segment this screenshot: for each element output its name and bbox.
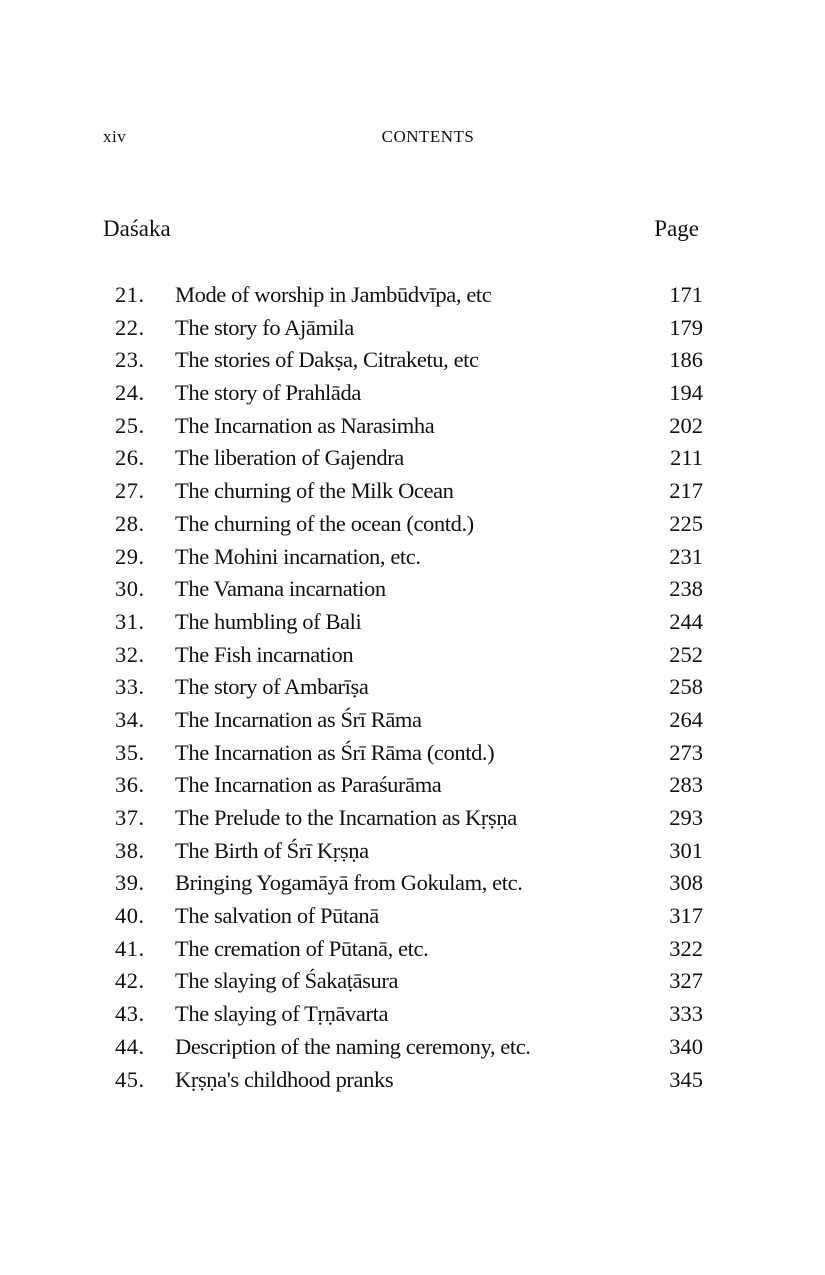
entry-title: The slaying of Śakaṭāsura — [175, 968, 399, 994]
contents-entry — [103, 508, 703, 541]
entry-page-number: 194 — [669, 380, 703, 406]
page-column-header: Page — [654, 216, 699, 241]
entry-page-number: 258 — [669, 674, 703, 700]
entry-title: The Incarnation as Śrī Rāma — [175, 706, 422, 732]
entry-title: Mode of worship in Jambūdvīpa, etc — [175, 282, 492, 307]
entry-title: The Incarnation as Paraśurāma — [175, 772, 442, 798]
entry-title: The liberation of Gajendra — [175, 445, 404, 471]
entry-number: 23. — [115, 347, 145, 373]
entry-page-number: 202 — [669, 412, 703, 438]
contents-entry — [103, 541, 703, 574]
entry-number: 34. — [115, 706, 145, 732]
entry-number: 29. — [115, 543, 145, 569]
entry-page-number: 327 — [669, 968, 703, 994]
contents-entry — [103, 344, 703, 377]
entry-number: 43. — [115, 1001, 145, 1027]
contents-entry — [103, 573, 703, 606]
entry-number: 40. — [115, 903, 145, 929]
entry-number: 26. — [115, 445, 145, 471]
entry-title: The Prelude to the Incarnation as Kṛṣṇa — [175, 805, 517, 830]
entry-number: 25. — [115, 412, 145, 438]
entry-title: The story fo Ajāmila — [175, 314, 354, 340]
contents-entry — [103, 998, 703, 1031]
page-folio: xiv — [103, 127, 127, 146]
entry-number: 32. — [115, 641, 145, 667]
column-headers — [103, 216, 703, 246]
entry-title: Bringing Yogamāyā from Gokulam, etc. — [175, 870, 523, 896]
entry-page-number: 264 — [669, 706, 703, 732]
entry-title: The stories of Dakṣa, Citraketu, etc — [175, 347, 479, 373]
entry-page-number: 322 — [669, 935, 703, 961]
entry-number: 42. — [115, 968, 145, 994]
entry-page-number: 244 — [669, 608, 703, 634]
running-head-title: CONTENTS — [381, 127, 475, 146]
contents-list — [103, 279, 703, 1096]
entry-title: The Birth of Śrī Kṛṣṇa — [175, 837, 369, 863]
entry-number: 44. — [115, 1033, 145, 1059]
entry-page-number: 231 — [669, 543, 703, 569]
contents-entry — [103, 769, 703, 802]
entry-page-number: 293 — [669, 805, 703, 830]
contents-entry — [103, 737, 703, 770]
entry-number: 21. — [115, 282, 145, 307]
entry-number: 27. — [115, 478, 145, 504]
entry-number: 30. — [115, 576, 145, 602]
contents-entry — [103, 671, 703, 704]
contents-entry — [103, 1031, 703, 1064]
entry-title: The Incarnation as Śrī Rāma (contd.) — [175, 739, 495, 765]
entry-number: 45. — [115, 1066, 145, 1092]
entry-number: 39. — [115, 870, 145, 896]
contents-entry — [103, 410, 703, 443]
entry-page-number: 186 — [669, 347, 703, 373]
entry-page-number: 273 — [669, 739, 703, 765]
entry-number: 24. — [115, 380, 145, 406]
entry-number: 28. — [115, 510, 145, 536]
contents-entry — [103, 802, 703, 835]
entry-page-number: 252 — [669, 641, 703, 667]
entry-title: The story of Ambarīṣa — [175, 674, 369, 700]
entry-number: 35. — [115, 739, 145, 765]
entry-title: The salvation of Pūtanā — [175, 903, 379, 929]
entry-number: 36. — [115, 772, 145, 798]
contents-entry — [103, 312, 703, 345]
entry-number: 22. — [115, 314, 145, 340]
contents-entry — [103, 835, 703, 868]
entry-page-number: 345 — [669, 1066, 703, 1092]
contents-entry — [103, 639, 703, 672]
entry-page-number: 225 — [669, 510, 703, 536]
contents-entry — [103, 965, 703, 998]
entry-page-number: 179 — [669, 314, 703, 340]
contents-entry — [103, 377, 703, 410]
entry-title: The churning of the ocean (contd.) — [175, 510, 474, 536]
contents-entry — [103, 900, 703, 933]
entry-page-number: 283 — [669, 772, 703, 798]
entry-page-number: 317 — [669, 903, 703, 929]
entry-page-number: 217 — [669, 478, 703, 504]
entry-title: The Fish incarnation — [175, 641, 354, 667]
entry-page-number: 308 — [669, 870, 703, 896]
entry-title: The story of Prahlāda — [175, 380, 361, 406]
contents-entry — [103, 704, 703, 737]
entry-title: The humbling of Bali — [175, 608, 362, 634]
running-head — [103, 127, 703, 151]
entry-page-number: 238 — [669, 576, 703, 602]
entry-page-number: 340 — [669, 1033, 703, 1059]
entry-title: The churning of the Milk Ocean — [175, 478, 454, 504]
contents-entry — [103, 606, 703, 639]
entry-page-number: 301 — [669, 837, 703, 863]
contents-entry — [103, 1064, 703, 1097]
entry-title: The Vamana incarnation — [175, 576, 386, 602]
entry-title: Description of the naming ceremony, etc. — [175, 1033, 531, 1059]
contents-entry — [103, 867, 703, 900]
entry-title: Kṛṣṇa's childhood pranks — [175, 1066, 394, 1092]
entry-number: 41. — [115, 935, 145, 961]
entry-page-number: 211 — [670, 445, 703, 471]
entry-number: 31. — [115, 608, 145, 634]
contents-entry — [103, 279, 703, 312]
contents-entry — [103, 442, 703, 475]
entry-number: 33. — [115, 674, 145, 700]
entry-page-number: 171 — [669, 282, 703, 307]
entry-title: The cremation of Pūtanā, etc. — [175, 935, 429, 961]
contents-entry — [103, 933, 703, 966]
entry-title: The Incarnation as Narasimha — [175, 412, 435, 438]
entry-page-number: 333 — [669, 1001, 703, 1027]
contents-entry — [103, 475, 703, 508]
entry-number: 38. — [115, 837, 145, 863]
entry-title: The slaying of Tṛṇāvarta — [175, 1001, 389, 1027]
dasaka-column-header: Daśaka — [103, 216, 171, 241]
entry-number: 37. — [115, 805, 145, 830]
entry-title: The Mohini incarnation, etc. — [175, 543, 421, 569]
